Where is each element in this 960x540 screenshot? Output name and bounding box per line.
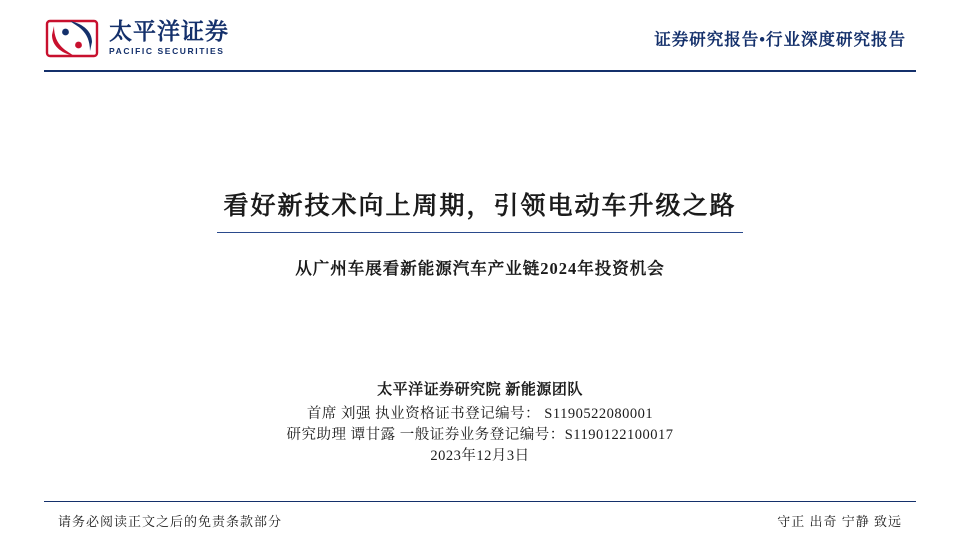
page-subtitle: 从广州车展看新能源汽车产业链2024年投资机会	[295, 259, 665, 278]
credits-block	[0, 380, 960, 467]
slide-footer	[58, 511, 902, 530]
credit-line: 首席 刘强 执业资格证书登记编号： S1190522080001	[306, 406, 654, 422]
brand-name-en: PACIFIC SECURITIES	[109, 46, 225, 57]
report-type-label: 证券研究报告•行业深度研究报告	[654, 30, 906, 49]
title-block	[0, 186, 960, 279]
brand-lockup	[44, 15, 229, 62]
header-divider	[44, 70, 916, 72]
credit-line: 太平洋证券研究院 新能源团队	[377, 382, 583, 398]
brand-text	[109, 20, 229, 56]
slide-header	[0, 0, 960, 76]
credit-line: 2023年12月3日	[430, 448, 530, 464]
footer-slogan: 守正 出奇 宁静 致远	[777, 514, 902, 529]
pacific-securities-logo-icon	[44, 15, 100, 62]
footer-disclaimer: 请务必阅读正文之后的免责条款部分	[58, 514, 283, 529]
credit-line: 研究助理 谭甘露 一般证券业务登记编号：S1190122100017	[286, 427, 674, 443]
footer-divider	[44, 501, 916, 503]
page-title: 看好新技术向上周期，引领电动车升级之路	[217, 186, 742, 233]
brand-name-cn: 太平洋证券	[109, 19, 229, 45]
